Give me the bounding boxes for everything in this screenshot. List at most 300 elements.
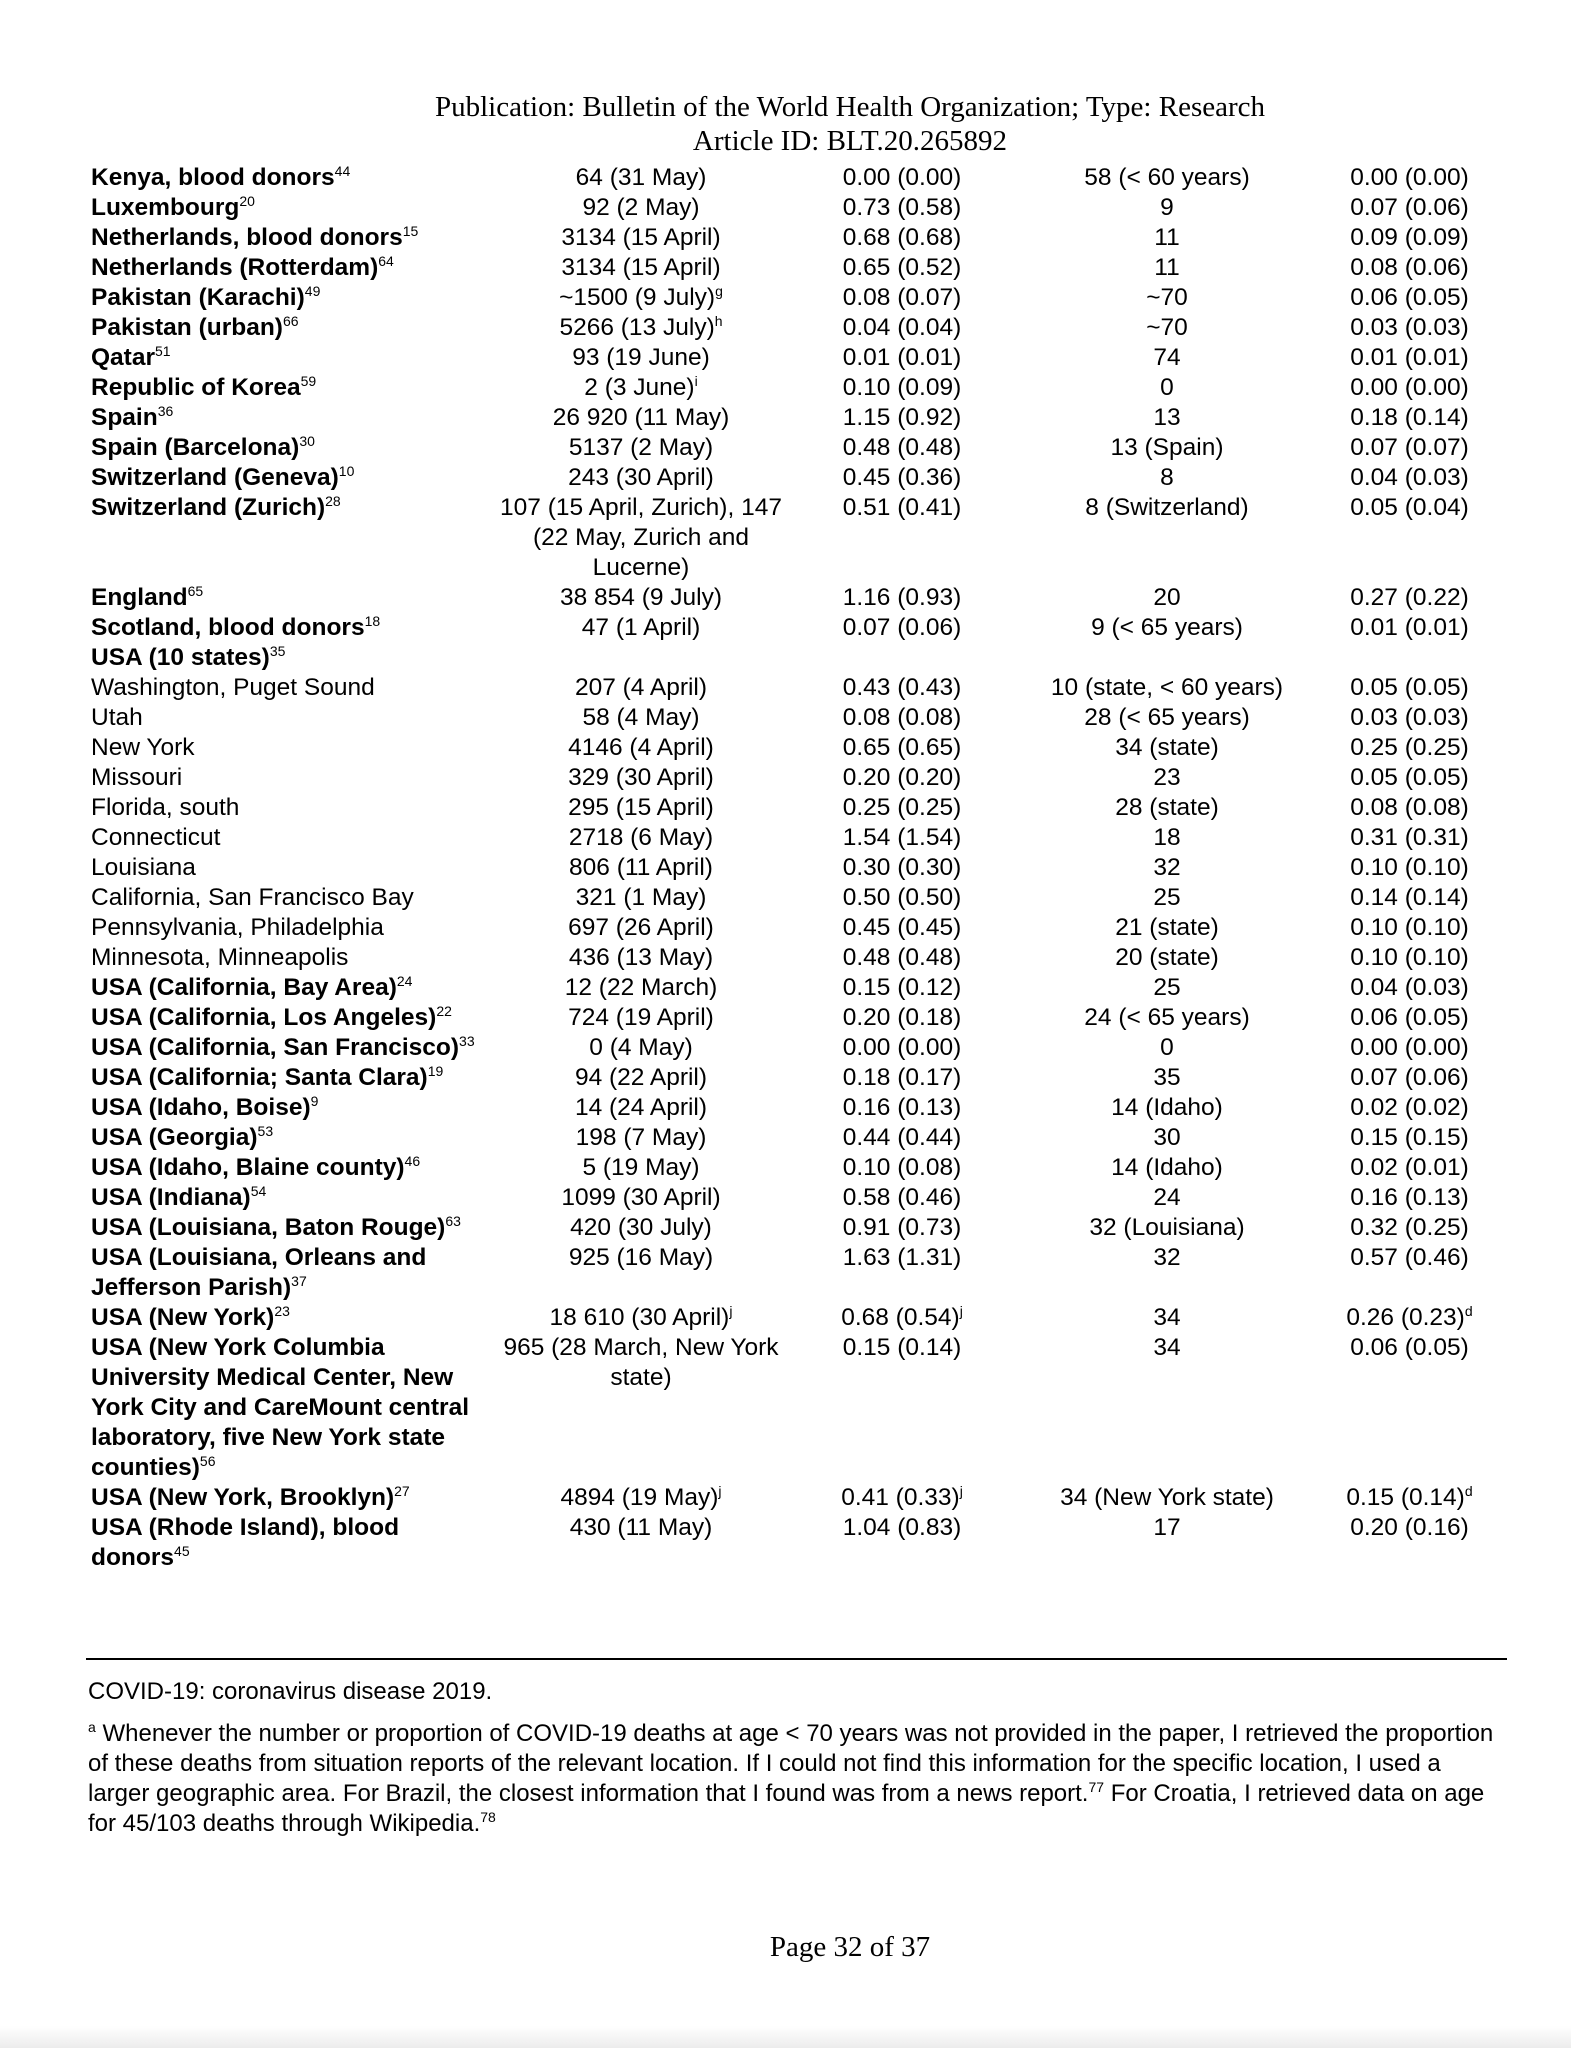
deaths-under-70-percent-cell [1022,403,1312,433]
cell-value: 0.07 (0.06) [1350,194,1469,221]
location-name: Louisiana [91,854,196,881]
reference-number: 59 [300,373,317,389]
infection-fatality-rate-cell [782,583,1022,613]
cell-value: 32 (Louisiana) [1089,1214,1245,1241]
table-row [91,1513,1507,1573]
cell-value: 0.04 (0.04) [842,314,962,341]
ifr-under-70-cell [1312,1153,1507,1183]
infection-fatality-rate-cell [782,163,1022,193]
location-cell [91,703,500,733]
cell-value: 0.07 (0.06) [1350,1064,1469,1091]
location-cell [91,763,500,793]
seroprevalence-date-cell [500,1213,782,1243]
infection-fatality-rate-cell [782,973,1022,1003]
abbreviation-note: COVID-19: coronavirus disease 2019. [88,1678,493,1705]
seroprevalence-date-cell [500,673,782,703]
location-cell [91,373,500,403]
table-row [91,613,1507,643]
cell-value: 11 [1154,254,1180,281]
infection-fatality-rate-cell [782,643,1022,673]
location-cell [91,1093,500,1123]
deaths-under-70-percent-cell [1022,1333,1312,1483]
seroprevalence-date-cell [500,493,782,583]
cell-value: 0.00 (0.00) [842,164,962,191]
table-row [91,403,1507,433]
deaths-under-70-percent-cell [1022,1513,1312,1573]
deaths-under-70-percent-cell [1022,463,1312,493]
location-name: USA (Louisiana, Baton Rouge) [91,1214,446,1241]
cell-value: 0.01 (0.01) [1350,344,1469,371]
cell-value: 0.08 (0.07) [842,284,962,311]
cell-value: 0.15 (0.12) [842,974,962,1001]
location-name: Florida, south [91,794,240,821]
cell-value: 25 [1153,974,1181,1001]
footnote-text: Whenever the number or proportion of COVID-19 deaths at age < 70 years was not provided in the paper, I retrieved the proportion of these deaths from situation reports of the relevant location. If I could not find this information for the specific location, I used a larger geographic area. For Brazil, the closest information that I found was from a news report. [88,1720,1494,1807]
location-cell [91,1243,500,1303]
ifr-under-70-cell [1312,1033,1507,1063]
deaths-under-70-percent-cell [1022,823,1312,853]
location-cell [91,1183,500,1213]
cell-value: 0.31 (0.31) [1350,824,1469,851]
cell-value: 47 (1 April) [581,614,701,641]
infection-fatality-rate-cell [782,763,1022,793]
seroprevalence-date-cell [500,613,782,643]
seroprevalence-date-cell [500,343,782,373]
reference-number: 36 [157,403,174,419]
location-name: USA (Indiana) [91,1184,251,1211]
cell-value: 0.48 (0.48) [842,944,962,971]
cell-footnote-mark: j [718,1483,722,1499]
infection-fatality-rate-cell [782,1003,1022,1033]
deaths-under-70-percent-cell [1022,703,1312,733]
ifr-under-70-cell [1312,763,1507,793]
table-row [91,583,1507,613]
location-cell [91,1003,500,1033]
reference-77: 77 [1088,1779,1105,1795]
seroprevalence-date-cell [500,823,782,853]
infection-fatality-rate-cell [782,1513,1022,1573]
cell-value: 0.65 (0.52) [842,254,962,281]
infection-fatality-rate-cell [782,1063,1022,1093]
cell-value: 207 (4 April) [574,674,708,701]
ifr-under-70-cell [1312,673,1507,703]
table-row [91,673,1507,703]
table-row [91,733,1507,763]
cell-value: 0.32 (0.25) [1350,1214,1469,1241]
cell-value: 321 (1 May) [575,884,707,911]
table-row [91,223,1507,253]
location-cell [91,283,500,313]
cell-value: 0.03 (0.03) [1350,704,1469,731]
reference-number: 28 [325,493,341,509]
ifr-under-70-cell [1312,283,1507,313]
table-row [91,943,1507,973]
cell-value: 34 (New York state) [1060,1484,1274,1511]
cell-value: 436 (13 May) [568,944,714,971]
ifr-under-70-cell [1312,223,1507,253]
cell-footnote-mark: i [694,373,698,389]
infection-fatality-rate-cell [782,673,1022,703]
infection-fatality-rate-cell [782,343,1022,373]
deaths-under-70-percent-cell [1022,193,1312,223]
infection-fatality-rate-cell [782,823,1022,853]
cell-value: 0.02 (0.01) [1350,1154,1469,1181]
seroprevalence-date-cell [500,733,782,763]
cell-value: 0.00 (0.00) [1350,164,1469,191]
reference-number: 63 [445,1213,461,1229]
cell-value: 12 (22 March) [564,974,718,1001]
cell-value: 0.01 (0.01) [1350,614,1469,641]
table-row [91,493,1507,583]
cell-value: 0.04 (0.03) [1350,974,1469,1001]
cell-value: 0.18 (0.17) [842,1064,962,1091]
table-row [91,1153,1507,1183]
seroprevalence-date-cell [500,1183,782,1213]
location-name: USA (Louisiana, Orleans and Jefferson Parish) [91,1244,427,1301]
cell-footnote-mark: d [1464,1303,1473,1319]
cell-value: 965 (28 March, New York state) [503,1334,779,1391]
cell-value: 34 (state) [1115,734,1219,761]
seroprevalence-date-cell [500,433,782,463]
reference-number: 35 [269,643,286,659]
table-row [91,1033,1507,1063]
location-name: Washington, Puget Sound [91,674,375,701]
location-name: USA (10 states) [91,644,270,671]
deaths-under-70-percent-cell [1022,913,1312,943]
cell-value: 0.73 (0.58) [842,194,962,221]
ifr-under-70-cell [1312,583,1507,613]
seroprevalence-date-cell [500,1033,782,1063]
reference-number: 44 [334,163,351,179]
table-row [91,1063,1507,1093]
table-row [91,1093,1507,1123]
cell-value: 5 (19 May) [582,1154,700,1181]
deaths-under-70-percent-cell [1022,673,1312,703]
location-cell [91,1483,500,1513]
ifr-under-70-cell [1312,793,1507,823]
seroprevalence-date-cell [500,313,782,343]
location-cell [91,823,500,853]
ifr-under-70-cell [1312,883,1507,913]
infection-fatality-rate-cell [782,283,1022,313]
publication-header: Publication: Bulletin of the World Health Organization; Type: Research [434,91,1265,123]
reference-number: 33 [459,1033,475,1049]
seroprevalence-date-cell [500,583,782,613]
cell-value: 0.57 (0.46) [1350,1244,1469,1271]
reference-number: 24 [396,973,413,989]
cell-value: 0.10 (0.09) [842,374,962,401]
infection-fatality-rate-cell [782,223,1022,253]
location-name: USA (Idaho, Blaine county) [91,1154,405,1181]
table-row [91,853,1507,883]
seroprevalence-date-cell [500,253,782,283]
location-name: USA (Rhode Island), blood donors [91,1514,400,1571]
ifr-under-70-cell [1312,1513,1507,1573]
cell-value: 0.48 (0.48) [842,434,962,461]
cell-value: 30 [1153,1124,1181,1151]
cell-value: 3134 (15 April) [561,254,721,281]
infection-fatality-rate-cell [782,943,1022,973]
location-name: USA (Idaho, Boise) [91,1094,311,1121]
cell-value: 329 (30 April) [568,764,714,791]
cell-value: 2 (3 June) [584,374,695,401]
infection-fatality-rate-cell [782,403,1022,433]
seroprevalence-date-cell [500,463,782,493]
reference-number: 18 [364,613,381,629]
cell-footnote-mark: h [714,313,723,329]
location-name: Connecticut [91,824,221,851]
cell-footnote-mark: g [715,283,723,299]
location-cell [91,883,500,913]
deaths-under-70-percent-cell [1022,733,1312,763]
table-body [91,163,1507,1573]
seroprevalence-date-cell [500,853,782,883]
ifr-under-70-cell [1312,193,1507,223]
footnote-mark: a [88,1719,96,1735]
reference-number: 22 [436,1003,452,1019]
location-cell [91,733,500,763]
page-edge-shade [0,2026,1571,2048]
ifr-under-70-cell [1312,823,1507,853]
seroprevalence-date-cell [500,793,782,823]
seroprevalence-date-cell [500,1063,782,1093]
location-cell [91,1153,500,1183]
ifr-under-70-cell [1312,733,1507,763]
cell-value: 9 (< 65 years) [1091,614,1243,641]
deaths-under-70-percent-cell [1022,1063,1312,1093]
cell-value: 0 [1160,1034,1174,1061]
ifr-under-70-cell [1312,643,1507,673]
infection-fatality-rate-cell [782,253,1022,283]
cell-value: 0.00 (0.00) [842,1034,962,1061]
cell-value: 20 [1153,584,1181,611]
cell-value: 1.16 (0.93) [842,584,962,611]
table-row [91,823,1507,853]
cell-value: 0.50 (0.50) [842,884,962,911]
reference-number: 65 [187,583,204,599]
cell-footnote-mark: j [959,1303,963,1319]
footnote-a [88,1719,1508,1839]
ifr-under-70-cell [1312,703,1507,733]
infection-fatality-rate-cell [782,853,1022,883]
seroprevalence-date-cell [500,1123,782,1153]
location-name: Pakistan (Karachi) [91,284,305,311]
location-cell [91,673,500,703]
location-cell [91,1303,500,1333]
cell-value: 18 [1153,824,1181,851]
cell-value: 0.00 (0.00) [1350,1034,1469,1061]
table-row [91,253,1507,283]
ifr-under-70-cell [1312,1123,1507,1153]
cell-value: 0.45 (0.36) [842,464,962,491]
deaths-under-70-percent-cell [1022,163,1312,193]
cell-value: 1099 (30 April) [561,1184,721,1211]
location-cell [91,193,500,223]
location-cell [91,1333,500,1483]
cell-value: 38 854 (9 July) [559,584,723,611]
table-row [91,913,1507,943]
cell-value: 0.10 (0.10) [1350,944,1469,971]
table-row [91,463,1507,493]
cell-value: ~70 [1146,284,1188,311]
cell-value: 0.05 (0.05) [1350,764,1469,791]
ifr-under-70-cell [1312,1093,1507,1123]
cell-value: ~70 [1146,314,1188,341]
infection-fatality-rate-cell [782,913,1022,943]
cell-value: 5137 (2 May) [568,434,714,461]
table-row [91,1483,1507,1513]
seroprevalence-date-cell [500,1483,782,1513]
reference-number: 30 [299,433,315,449]
deaths-under-70-percent-cell [1022,373,1312,403]
cell-value: 0.15 (0.14) [1346,1484,1465,1511]
reference-number: 53 [257,1123,274,1139]
seroprevalence-date-cell [500,703,782,733]
cell-footnote-mark: j [729,1303,733,1319]
cell-value: 21 (state) [1115,914,1219,941]
cell-value: 0.08 (0.08) [1350,794,1469,821]
cell-value: 0.05 (0.05) [1350,674,1469,701]
table-row [91,763,1507,793]
location-cell [91,403,500,433]
reference-number: 56 [199,1453,216,1469]
seroprevalence-date-cell [500,1303,782,1333]
cell-value: 925 (16 May) [568,1244,714,1271]
cell-value: 0.09 (0.09) [1350,224,1469,251]
cell-value: 0.02 (0.02) [1350,1094,1469,1121]
deaths-under-70-percent-cell [1022,1213,1312,1243]
deaths-under-70-percent-cell [1022,1303,1312,1333]
deaths-under-70-percent-cell [1022,1183,1312,1213]
ifr-under-70-cell [1312,343,1507,373]
ifr-under-70-cell [1312,1003,1507,1033]
seroprevalence-date-cell [500,943,782,973]
table-row [91,193,1507,223]
cell-value: 4146 (4 April) [568,734,714,761]
seroprevalence-date-cell [500,643,782,673]
cell-value: 0.25 (0.25) [842,794,962,821]
seroprevalence-date-cell [500,973,782,1003]
location-name: Switzerland (Geneva) [91,464,339,491]
cell-value: 1.54 (1.54) [842,824,962,851]
cell-value: 1.63 (1.31) [842,1244,962,1271]
infection-fatality-rate-cell [782,703,1022,733]
reference-number: 20 [239,193,255,209]
seroprevalence-date-cell [500,763,782,793]
cell-value: 5266 (13 July) [559,314,715,341]
location-name: Republic of Korea [91,374,301,401]
infection-fatality-rate-cell [782,793,1022,823]
reference-number: 66 [282,313,299,329]
cell-value: 32 [1153,1244,1181,1271]
table-row [91,1243,1507,1303]
reference-number: 37 [291,1273,307,1289]
cell-value: 420 (30 July) [570,1214,712,1241]
location-cell [91,643,500,673]
ifr-under-70-cell [1312,433,1507,463]
ifr-under-70-cell [1312,1303,1507,1333]
table-notes [88,1677,1508,1851]
deaths-under-70-percent-cell [1022,313,1312,343]
infection-fatality-rate-cell [782,1213,1022,1243]
cell-value: 0.06 (0.05) [1350,1334,1469,1361]
location-name: Minnesota, Minneapolis [91,944,349,971]
table-row [91,313,1507,343]
cell-value: 243 (30 April) [568,464,714,491]
location-cell [91,253,500,283]
reference-number: 49 [304,283,321,299]
cell-value: 0.25 (0.25) [1350,734,1469,761]
infection-fatality-rate-cell [782,883,1022,913]
cell-value: 295 (15 April) [568,794,714,821]
table-row [91,1003,1507,1033]
ifr-under-70-cell [1312,943,1507,973]
ifr-under-70-cell [1312,1483,1507,1513]
location-cell [91,313,500,343]
infection-fatality-rate-cell [782,1183,1022,1213]
cell-value: 28 (< 65 years) [1084,704,1250,731]
cell-value: 0.68 (0.68) [842,224,962,251]
deaths-under-70-percent-cell [1022,1093,1312,1123]
infection-fatality-rate-cell [782,1243,1022,1303]
cell-footnote-mark: d [1464,1483,1473,1499]
ifr-under-70-cell [1312,1183,1507,1213]
location-name: Missouri [91,764,183,791]
table-row [91,883,1507,913]
cell-value: 0 (4 May) [589,1034,693,1061]
reference-number: 19 [427,1063,444,1079]
cell-value: 32 [1153,854,1181,881]
cell-value: 0.10 (0.10) [1350,914,1469,941]
cell-value: 4894 (19 May) [560,1484,719,1511]
cell-value: 0.08 (0.08) [842,704,962,731]
cell-value: 25 [1153,884,1181,911]
cell-value: 0.01 (0.01) [842,344,962,371]
footnote-text-2: For Croatia, I retrieved data on age for 45/103 deaths through Wikipedia. [88,1780,1485,1837]
deaths-under-70-percent-cell [1022,793,1312,823]
cell-value: 0.20 (0.16) [1350,1514,1469,1541]
deaths-under-70-percent-cell [1022,1003,1312,1033]
deaths-under-70-percent-cell [1022,583,1312,613]
cell-value: 14 (Idaho) [1111,1154,1223,1181]
cell-value: 198 (7 May) [575,1124,707,1151]
seroprevalence-date-cell [500,403,782,433]
location-name: USA (Georgia) [91,1124,258,1151]
deaths-under-70-percent-cell [1022,1033,1312,1063]
cell-value: 0.06 (0.05) [1350,284,1469,311]
cell-value: 94 (22 April) [574,1064,708,1091]
location-name: England [91,584,188,611]
location-name: USA (New York, Brooklyn) [91,1484,395,1511]
table-row [91,1123,1507,1153]
cell-value: 0.15 (0.15) [1350,1124,1469,1151]
location-name: Pennsylvania, Philadelphia [91,914,384,941]
infection-fatality-rate-cell [782,1093,1022,1123]
table-row [91,283,1507,313]
cell-value: 17 [1153,1514,1181,1541]
cell-value: 11 [1154,224,1180,251]
cell-value: 0.03 (0.03) [1350,314,1469,341]
location-cell [91,853,500,883]
deaths-under-70-percent-cell [1022,1153,1312,1183]
cell-value: 24 [1153,1184,1181,1211]
infection-fatality-rate-cell [782,1153,1022,1183]
deaths-under-70-percent-cell [1022,493,1312,583]
location-cell [91,343,500,373]
deaths-under-70-percent-cell [1022,853,1312,883]
ifr-under-70-cell [1312,613,1507,643]
reference-number: 51 [155,343,171,359]
